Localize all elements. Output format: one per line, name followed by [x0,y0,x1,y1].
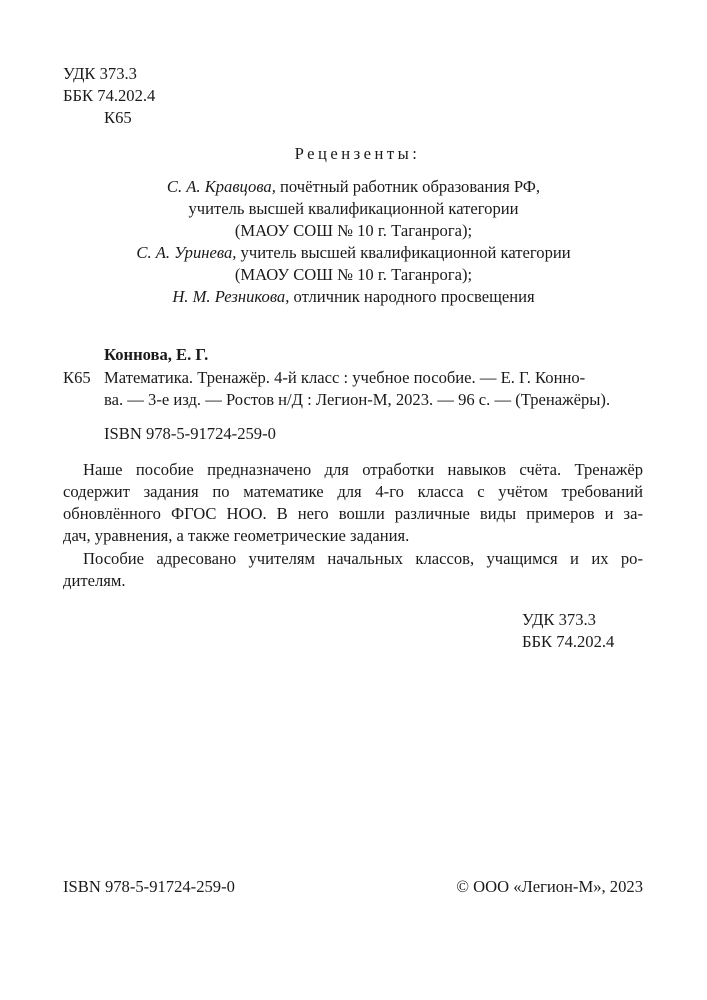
author-mark: К65 [104,108,132,127]
reviewer-line [0,179,707,196]
bbk-code: ББК 74.202.4 [63,86,156,105]
reviewers-heading: Рецензенты: [294,144,421,163]
book-author: Коннова, Е. Г. [104,345,209,364]
reviewer-details: (МАОУ СОШ № 10 г. Таганрога); [234,265,473,284]
annotation-line: Наше пособие предназначено для отработки навыков счёта. Тренажёр [83,460,643,479]
annotation-line: Пособие адресовано учителям начальных классов, учащимся и их ро- [83,549,643,568]
reviewer-name: Н. М. Резникова, [172,287,290,306]
reviewer-name: С. А. Уринева, [136,243,237,262]
udk-code: УДК 373.3 [63,64,137,83]
footer-copyright: © ООО «Легион-М», 2023 [456,877,643,896]
reviewer-line [0,201,707,218]
bib-author-mark: К65 [63,368,91,387]
annotation-line: дителям. [63,571,126,590]
bib-isbn: ISBN 978-5-91724-259-0 [104,424,276,443]
udk-code-bottom: УДК 373.3 [522,610,596,629]
reviewer-details: почётный работник образования РФ, [275,177,541,196]
annotation-line: обновлённого ФГОС НОО. В него вошли различные виды примеров и за- [63,504,643,523]
reviewer-details: отличник народного просвещения [289,287,535,306]
reviewer-details: (МАОУ СОШ № 10 г. Таганрога); [234,221,473,240]
bib-description-line: Математика. Тренажёр. 4-й класс : учебное пособие. — Е. Г. Конно- [104,368,586,387]
bbk-code-bottom: ББК 74.202.4 [522,632,615,651]
reviewer-name: С. А. Кравцова, [166,177,276,196]
reviewer-details: учитель высшей квалификационной категории [236,243,571,262]
annotation-line: содержит задания по математике для 4-го класса с учётом требований [63,482,643,501]
reviewer-line [0,267,707,284]
reviewer-details: учитель высшей квалификационной категории [188,199,519,218]
reviewer-line [0,289,707,306]
bib-description-line: ва. — 3-е изд. — Ростов н/Д : Легион-М, 2023. — 96 с. — (Тренажёры). [104,390,611,409]
footer-isbn: ISBN 978-5-91724-259-0 [63,877,235,896]
reviewer-line [0,245,707,262]
reviewer-line [0,223,707,240]
annotation-line: дач, уравнения, а также геометрические задания. [63,526,410,545]
